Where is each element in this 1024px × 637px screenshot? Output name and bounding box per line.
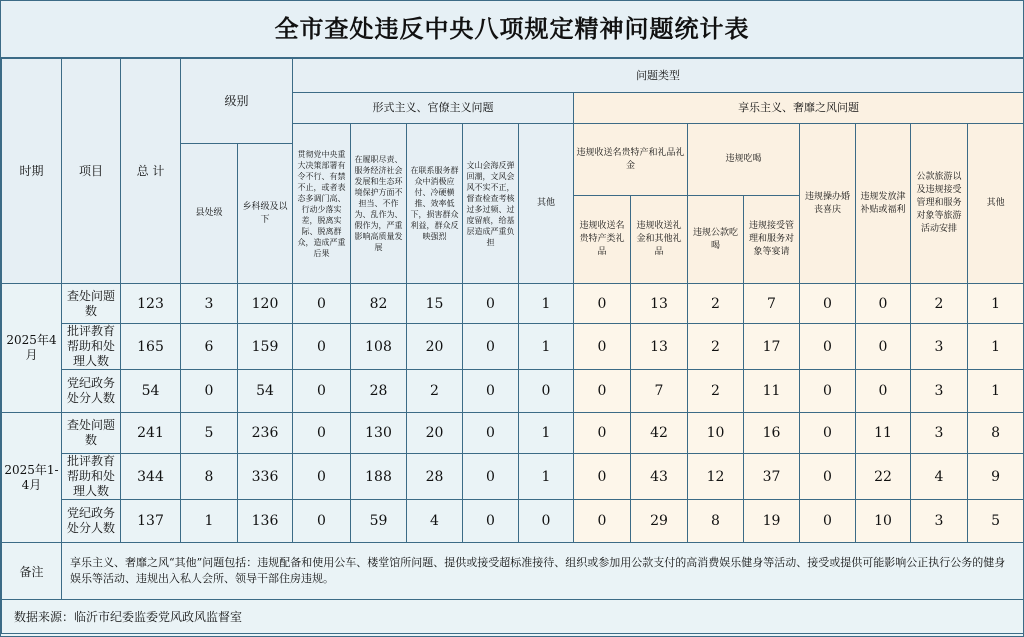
row-item: 党纪政务处分人数 <box>62 370 121 413</box>
cell-township: 159 <box>238 324 293 370</box>
cell-f4: 0 <box>463 284 519 324</box>
cell-f2: 82 <box>351 284 407 324</box>
header-gift-2: 违规收送礼金和其他礼品 <box>631 196 688 284</box>
cell-f1: 0 <box>293 284 351 324</box>
cell-f5: 0 <box>519 500 574 543</box>
cell-h6: 22 <box>856 454 911 500</box>
cell-h1: 0 <box>574 284 631 324</box>
table-row <box>2 284 1024 324</box>
page-title: 全市查处违反中央八项规定精神问题统计表 <box>1 1 1023 58</box>
header-total: 总 计 <box>121 59 181 284</box>
cell-h6: 0 <box>856 324 911 370</box>
cell-township: 236 <box>238 413 293 454</box>
cell-h4: 16 <box>744 413 800 454</box>
cell-h8: 9 <box>968 454 1024 500</box>
cell-h4: 11 <box>744 370 800 413</box>
header-hedonism-other: 其他 <box>968 124 1024 284</box>
header-wedding: 违规操办婚丧喜庆 <box>800 124 856 284</box>
cell-county: 5 <box>181 413 238 454</box>
row-item: 查处问题数 <box>62 413 121 454</box>
cell-h7: 3 <box>911 370 968 413</box>
cell-f2: 108 <box>351 324 407 370</box>
header-eat-2: 违规接受管理和服务对象等宴请 <box>744 196 800 284</box>
header-gift-1: 违规收送名贵特产类礼品 <box>574 196 631 284</box>
cell-h1: 0 <box>574 454 631 500</box>
cell-h6: 0 <box>856 284 911 324</box>
header-level: 级别 <box>181 59 293 144</box>
cell-h4: 17 <box>744 324 800 370</box>
header-hedonism: 享乐主义、奢靡之风问题 <box>574 93 1024 124</box>
source-row <box>2 600 1024 634</box>
data-source: 数据来源：临沂市纪委监委党风政风监督室 <box>2 600 1024 634</box>
cell-total: 123 <box>121 284 181 324</box>
cell-h2: 43 <box>631 454 688 500</box>
cell-h7: 3 <box>911 413 968 454</box>
cell-h3: 12 <box>688 454 744 500</box>
row-item: 批评教育帮助和处理人数 <box>62 454 121 500</box>
cell-f1: 0 <box>293 370 351 413</box>
cell-h3: 8 <box>688 500 744 543</box>
note-text: 享乐主义、奢靡之风“其他”问题包括：违规配备和使用公车、楼堂馆所问题、提供或接受超标准接待、组织或参加用公款支付的高消费娱乐健身等活动、接受或提供可能影响公正执行公务的健身娱乐等活动、违规出入私人会所、领导干部住房违规。 <box>62 543 1024 600</box>
period-label: 2025年1-4月 <box>2 413 62 543</box>
cell-h3: 10 <box>688 413 744 454</box>
table-row <box>2 500 1024 543</box>
header-eat-1: 违规公款吃喝 <box>688 196 744 284</box>
cell-h5: 0 <box>800 413 856 454</box>
cell-h8: 5 <box>968 500 1024 543</box>
cell-f5: 1 <box>519 454 574 500</box>
cell-h1: 0 <box>574 370 631 413</box>
cell-h3: 2 <box>688 284 744 324</box>
header-eat-group: 违规吃喝 <box>688 124 800 196</box>
cell-h4: 37 <box>744 454 800 500</box>
cell-total: 344 <box>121 454 181 500</box>
cell-f4: 0 <box>463 454 519 500</box>
cell-h5: 0 <box>800 284 856 324</box>
cell-f4: 0 <box>463 324 519 370</box>
cell-county: 0 <box>181 370 238 413</box>
cell-county: 1 <box>181 500 238 543</box>
cell-h2: 42 <box>631 413 688 454</box>
cell-h8: 1 <box>968 284 1024 324</box>
cell-f1: 0 <box>293 500 351 543</box>
cell-f1: 0 <box>293 454 351 500</box>
period-label: 2025年4月 <box>2 284 62 413</box>
cell-h2: 13 <box>631 324 688 370</box>
cell-f5: 1 <box>519 284 574 324</box>
header-formalism-4: 文山会海反弹回潮，文风会风不实不正，督查检查考核过多过频、过度留痕，给基层造成严重负担 <box>463 124 519 284</box>
cell-h5: 0 <box>800 454 856 500</box>
cell-h5: 0 <box>800 324 856 370</box>
cell-h5: 0 <box>800 500 856 543</box>
table-row <box>2 324 1024 370</box>
cell-total: 137 <box>121 500 181 543</box>
cell-h2: 29 <box>631 500 688 543</box>
cell-township: 54 <box>238 370 293 413</box>
cell-h8: 1 <box>968 370 1024 413</box>
header-township: 乡科级及以下 <box>238 144 293 284</box>
cell-h4: 19 <box>744 500 800 543</box>
cell-h7: 4 <box>911 454 968 500</box>
row-item: 查处问题数 <box>62 284 121 324</box>
header-subsidy: 违规发放津补贴或福利 <box>856 124 911 284</box>
statistics-table <box>1 58 1024 634</box>
header-period: 时期 <box>2 59 62 284</box>
cell-f3: 2 <box>407 370 463 413</box>
header-formalism-3: 在联系服务群众中消极应付、冷硬横推、效率低下，损害群众利益，群众反映强烈 <box>407 124 463 284</box>
note-label: 备注 <box>2 543 62 600</box>
cell-f3: 4 <box>407 500 463 543</box>
cell-h6: 0 <box>856 370 911 413</box>
cell-f2: 59 <box>351 500 407 543</box>
header-county: 县处级 <box>181 144 238 284</box>
cell-h2: 7 <box>631 370 688 413</box>
header-travel: 公款旅游以及违规接受管理和服务对象等旅游活动安排 <box>911 124 968 284</box>
cell-f3: 20 <box>407 324 463 370</box>
cell-township: 136 <box>238 500 293 543</box>
cell-h1: 0 <box>574 413 631 454</box>
cell-f5: 1 <box>519 324 574 370</box>
cell-h2: 13 <box>631 284 688 324</box>
table-row <box>2 370 1024 413</box>
cell-f4: 0 <box>463 413 519 454</box>
header-formalism-1: 贯彻党中央重大决策部署有令不行、有禁不止，或者表态多调门高、行动少落实差，脱离实际、脱离群众，造成严重后果 <box>293 124 351 284</box>
header-formalism-other: 其他 <box>519 124 574 284</box>
cell-f1: 0 <box>293 413 351 454</box>
cell-h7: 3 <box>911 324 968 370</box>
cell-h1: 0 <box>574 500 631 543</box>
cell-h8: 8 <box>968 413 1024 454</box>
row-item: 批评教育帮助和处理人数 <box>62 324 121 370</box>
table-row <box>2 413 1024 454</box>
row-item: 党纪政务处分人数 <box>62 500 121 543</box>
header-item: 项目 <box>62 59 121 284</box>
cell-f3: 15 <box>407 284 463 324</box>
cell-h7: 2 <box>911 284 968 324</box>
cell-f5: 0 <box>519 370 574 413</box>
note-row <box>2 543 1024 600</box>
header-formalism-2: 在履职尽责、服务经济社会发展和生态环境保护方面不担当、不作为、乱作为、假作为，严重影响高质量发展 <box>351 124 407 284</box>
header-gift-group: 违规收送名贵特产和礼品礼金 <box>574 124 688 196</box>
cell-f4: 0 <box>463 500 519 543</box>
cell-total: 54 <box>121 370 181 413</box>
cell-h3: 2 <box>688 324 744 370</box>
cell-county: 6 <box>181 324 238 370</box>
cell-h8: 1 <box>968 324 1024 370</box>
cell-h6: 11 <box>856 413 911 454</box>
cell-h5: 0 <box>800 370 856 413</box>
cell-township: 120 <box>238 284 293 324</box>
cell-county: 3 <box>181 284 238 324</box>
cell-h3: 2 <box>688 370 744 413</box>
cell-f2: 130 <box>351 413 407 454</box>
header-problem-type: 问题类型 <box>293 59 1024 93</box>
cell-total: 165 <box>121 324 181 370</box>
cell-h1: 0 <box>574 324 631 370</box>
cell-f5: 1 <box>519 413 574 454</box>
cell-h6: 10 <box>856 500 911 543</box>
cell-county: 8 <box>181 454 238 500</box>
cell-f4: 0 <box>463 370 519 413</box>
cell-f3: 28 <box>407 454 463 500</box>
cell-f3: 20 <box>407 413 463 454</box>
cell-h4: 7 <box>744 284 800 324</box>
header-formalism: 形式主义、官僚主义问题 <box>293 93 574 124</box>
cell-f2: 188 <box>351 454 407 500</box>
table-row <box>2 454 1024 500</box>
cell-total: 241 <box>121 413 181 454</box>
cell-township: 336 <box>238 454 293 500</box>
cell-h7: 3 <box>911 500 968 543</box>
cell-f1: 0 <box>293 324 351 370</box>
cell-f2: 28 <box>351 370 407 413</box>
